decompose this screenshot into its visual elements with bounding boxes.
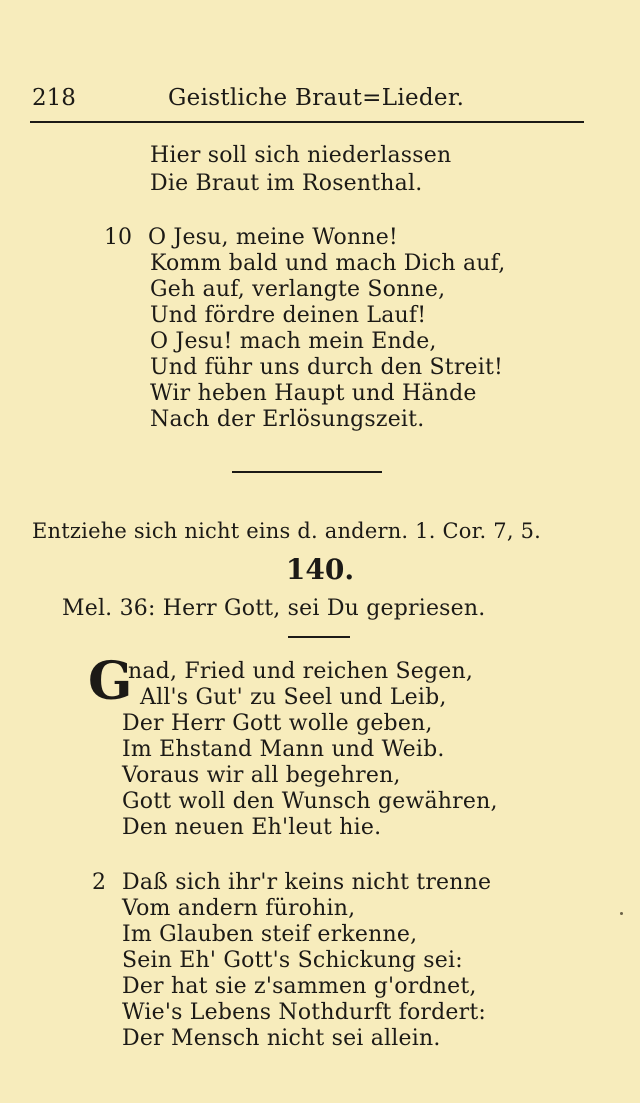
- section-divider: [232, 471, 382, 473]
- verse-line: Im Ehstand Mann und Weib.: [122, 737, 445, 762]
- verse-line: Hier soll sich niederlassen: [150, 143, 452, 168]
- verse-line: Gott woll den Wunsch gewähren,: [122, 789, 498, 814]
- verse-line: Komm bald und mach Dich auf,: [150, 251, 506, 276]
- verse-line: Voraus wir all begehren,: [122, 763, 401, 788]
- drop-cap: G: [88, 651, 133, 712]
- verse-line: Der Mensch nicht sei allein.: [122, 1026, 441, 1051]
- verse-line: Daß sich ihr'r keins nicht trenne: [122, 870, 492, 895]
- verse-line: All's Gut' zu Seel und Leib,: [140, 685, 447, 710]
- verse-line: Wie's Lebens Nothdurft fordert:: [122, 1000, 487, 1025]
- verse-line: Sein Eh' Gott's Schickung sei:: [122, 948, 463, 973]
- verse-line: Nach der Erlösungszeit.: [150, 407, 425, 432]
- verse-line: Die Braut im Rosenthal.: [150, 171, 423, 196]
- melody-rule: [288, 636, 350, 638]
- verse-line: Vom andern fürohin,: [122, 896, 356, 921]
- paper-speck: [620, 912, 623, 915]
- verse-line: nad, Fried und reichen Segen,: [128, 659, 474, 684]
- page-number: 218: [32, 85, 76, 111]
- melody-line: Mel. 36: Herr Gott, sei Du gepriesen.: [62, 596, 486, 621]
- verse-number: 2: [92, 870, 106, 895]
- hymn-number: 140.: [285, 553, 355, 586]
- running-title: Geistliche Braut=Lieder.: [168, 85, 465, 111]
- verse-line: Im Glauben steif erkenne,: [122, 922, 418, 947]
- verse-line: O Jesu! mach mein Ende,: [150, 329, 437, 354]
- verse-line: Und fördre deinen Lauf!: [150, 303, 427, 328]
- verse-line: O Jesu, meine Wonne!: [148, 225, 398, 250]
- verse-line: Wir heben Haupt und Hände: [150, 381, 477, 406]
- header-rule: [30, 121, 584, 123]
- verse-line: Und führ uns durch den Streit!: [150, 355, 504, 380]
- verse-line: Der hat sie z'sammen g'ordnet,: [122, 974, 477, 999]
- verse-line: Den neuen Eh'leut hie.: [122, 815, 382, 840]
- verse-number: 10: [104, 225, 132, 250]
- verse-line: Der Herr Gott wolle geben,: [122, 711, 433, 736]
- epigraph: Entziehe sich nicht eins d. andern. 1. Cor. 7, 5.: [32, 519, 542, 543]
- verse-line: Geh auf, verlangte Sonne,: [150, 277, 446, 302]
